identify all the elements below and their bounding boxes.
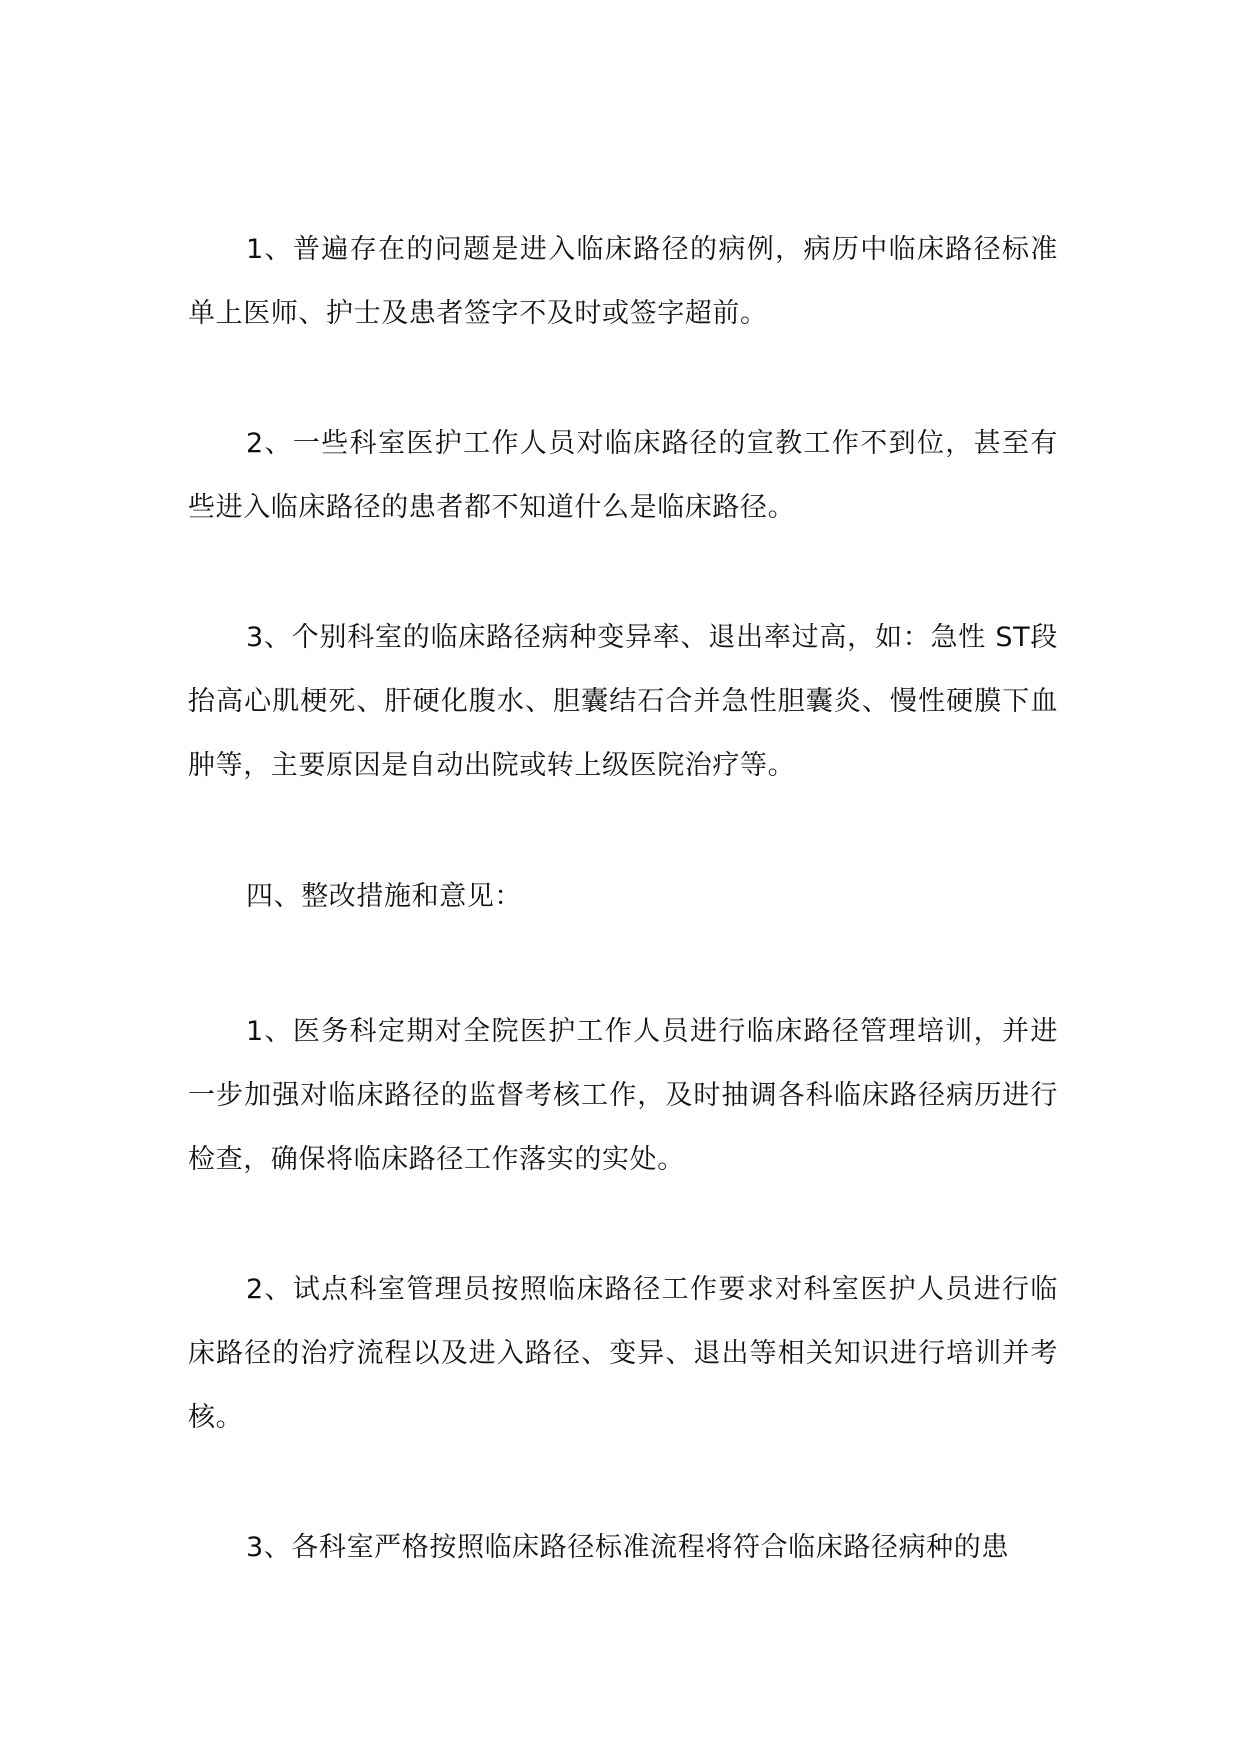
section-heading-rectification: 四、整改措施和意见： [246, 881, 522, 912]
paragraph-measure-1: 1、医务科定期对全院医护工作人员进行临床路径管理培训，并进一步加强对临床路径的监督考核工作，及时抽调各科临床路径病历进行检查，确保将临床路径工作落实的实处。 [188, 1016, 1058, 1175]
paragraph-measure-3: 3、各科室严格按照临床路径标准流程将符合临床路径病种的患 [246, 1532, 1009, 1563]
paragraph-measure-2: 2、试点科室管理员按照临床路径工作要求对科室医护人员进行临床路径的治疗流程以及进入路径、变异、退出等相关知识进行培训并考核。 [188, 1274, 1058, 1433]
paragraph-problem-2: 2、一些科室医护工作人员对临床路径的宣教工作不到位，甚至有些进入临床路径的患者都不知道什么是临床路径。 [188, 428, 1058, 523]
paragraph-problem-1: 1、普遍存在的问题是进入临床路径的病例，病历中临床路径标准单上医师、护士及患者签字不及时或签字超前。 [188, 234, 1058, 329]
paragraph-problem-3: 3、个别科室的临床路径病种变异率、退出率过高，如：急性 ST段抬高心肌梗死、肝硬化腹水、胆囊结石合并急性胆囊炎、慢性硬膜下血肿等，主要原因是自动出院或转上级医院治疗等。 [188, 622, 1058, 781]
